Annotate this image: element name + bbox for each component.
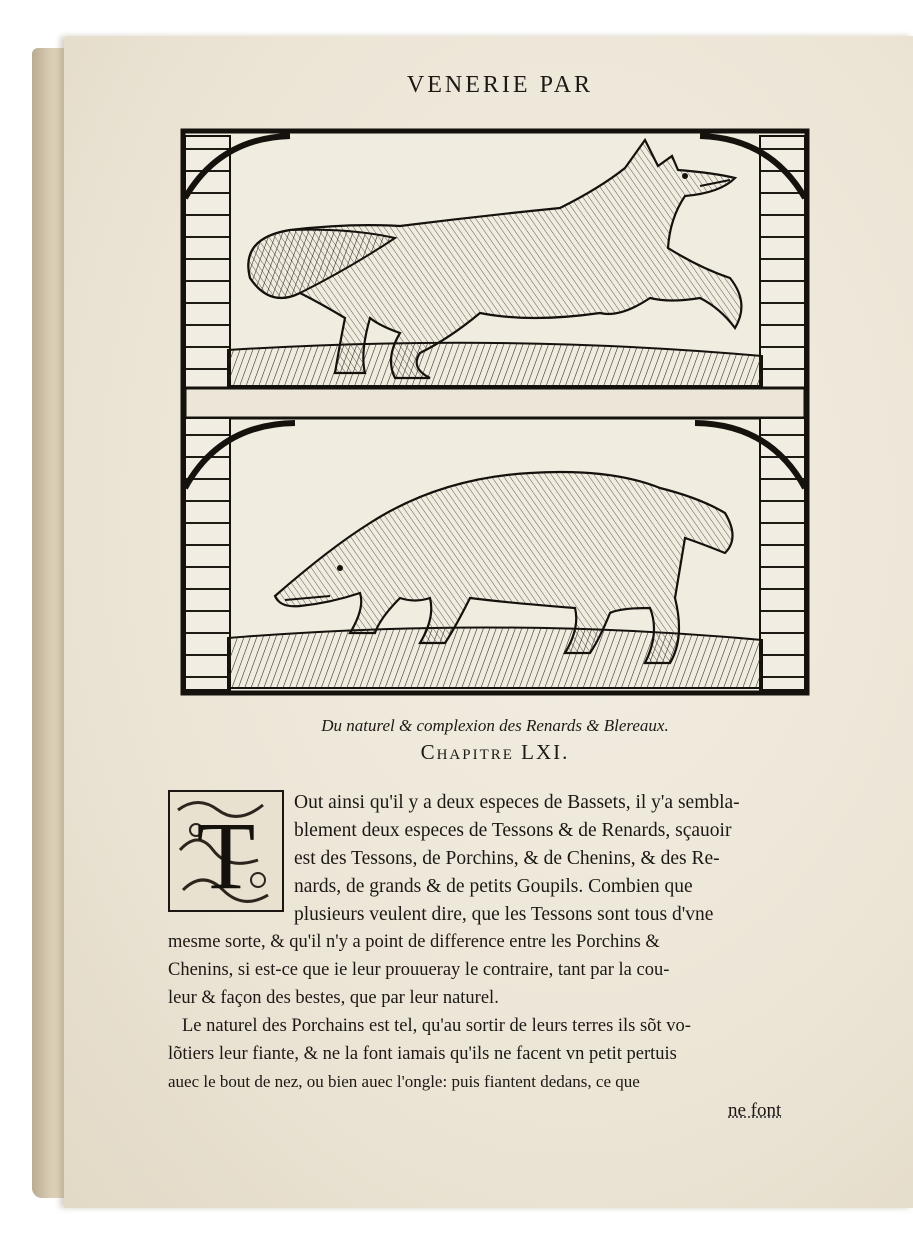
text-line: est des Tessons, de Porchins, & de Chenins, & des Re- xyxy=(294,848,720,869)
text-line: mesme sorte, & qu'il n'y a point de difference entre les Porchins & xyxy=(168,932,660,952)
text-line: nards, de grands & de petits Goupils. Combien que xyxy=(294,876,693,897)
drop-cap-initial xyxy=(168,790,284,912)
running-head: VENERIE PAR xyxy=(406,72,594,98)
catchword: ne font xyxy=(728,1100,782,1121)
text-line: Le naturel des Porchains est tel, qu'au sortir de leurs terres ils sõt vo- xyxy=(182,1016,691,1036)
svg-text:T: T xyxy=(196,802,256,909)
text-line: leur & façon des bestes, que par leur naturel. xyxy=(168,988,499,1008)
text-line: Out ainsi qu'il y a deux especes de Bassets, il y'a sembla- xyxy=(294,792,740,813)
figure-caption: Du naturel & complexion des Renards & Blereaux. xyxy=(321,716,669,735)
woodcut-illustration xyxy=(180,128,810,696)
text-line: blement deux especes de Tessons & de Renards, sçauoir xyxy=(294,820,732,841)
text-line: auec le bout de nez, ou bien auec l'ongle: puis fiantent dedans, ce que xyxy=(168,1072,640,1091)
text-line: lõtiers leur fiante, & ne la font iamais qu'ils ne facent vn petit pertuis xyxy=(168,1044,677,1064)
text-line: plusieurs veulent dire, que les Tessons sont tous d'vne xyxy=(294,904,714,925)
chapter-heading: Chapitre LXI. xyxy=(420,740,570,764)
text-line: Chenins, si est-ce que ie leur prouueray le contraire, tant par la cou- xyxy=(168,960,670,980)
